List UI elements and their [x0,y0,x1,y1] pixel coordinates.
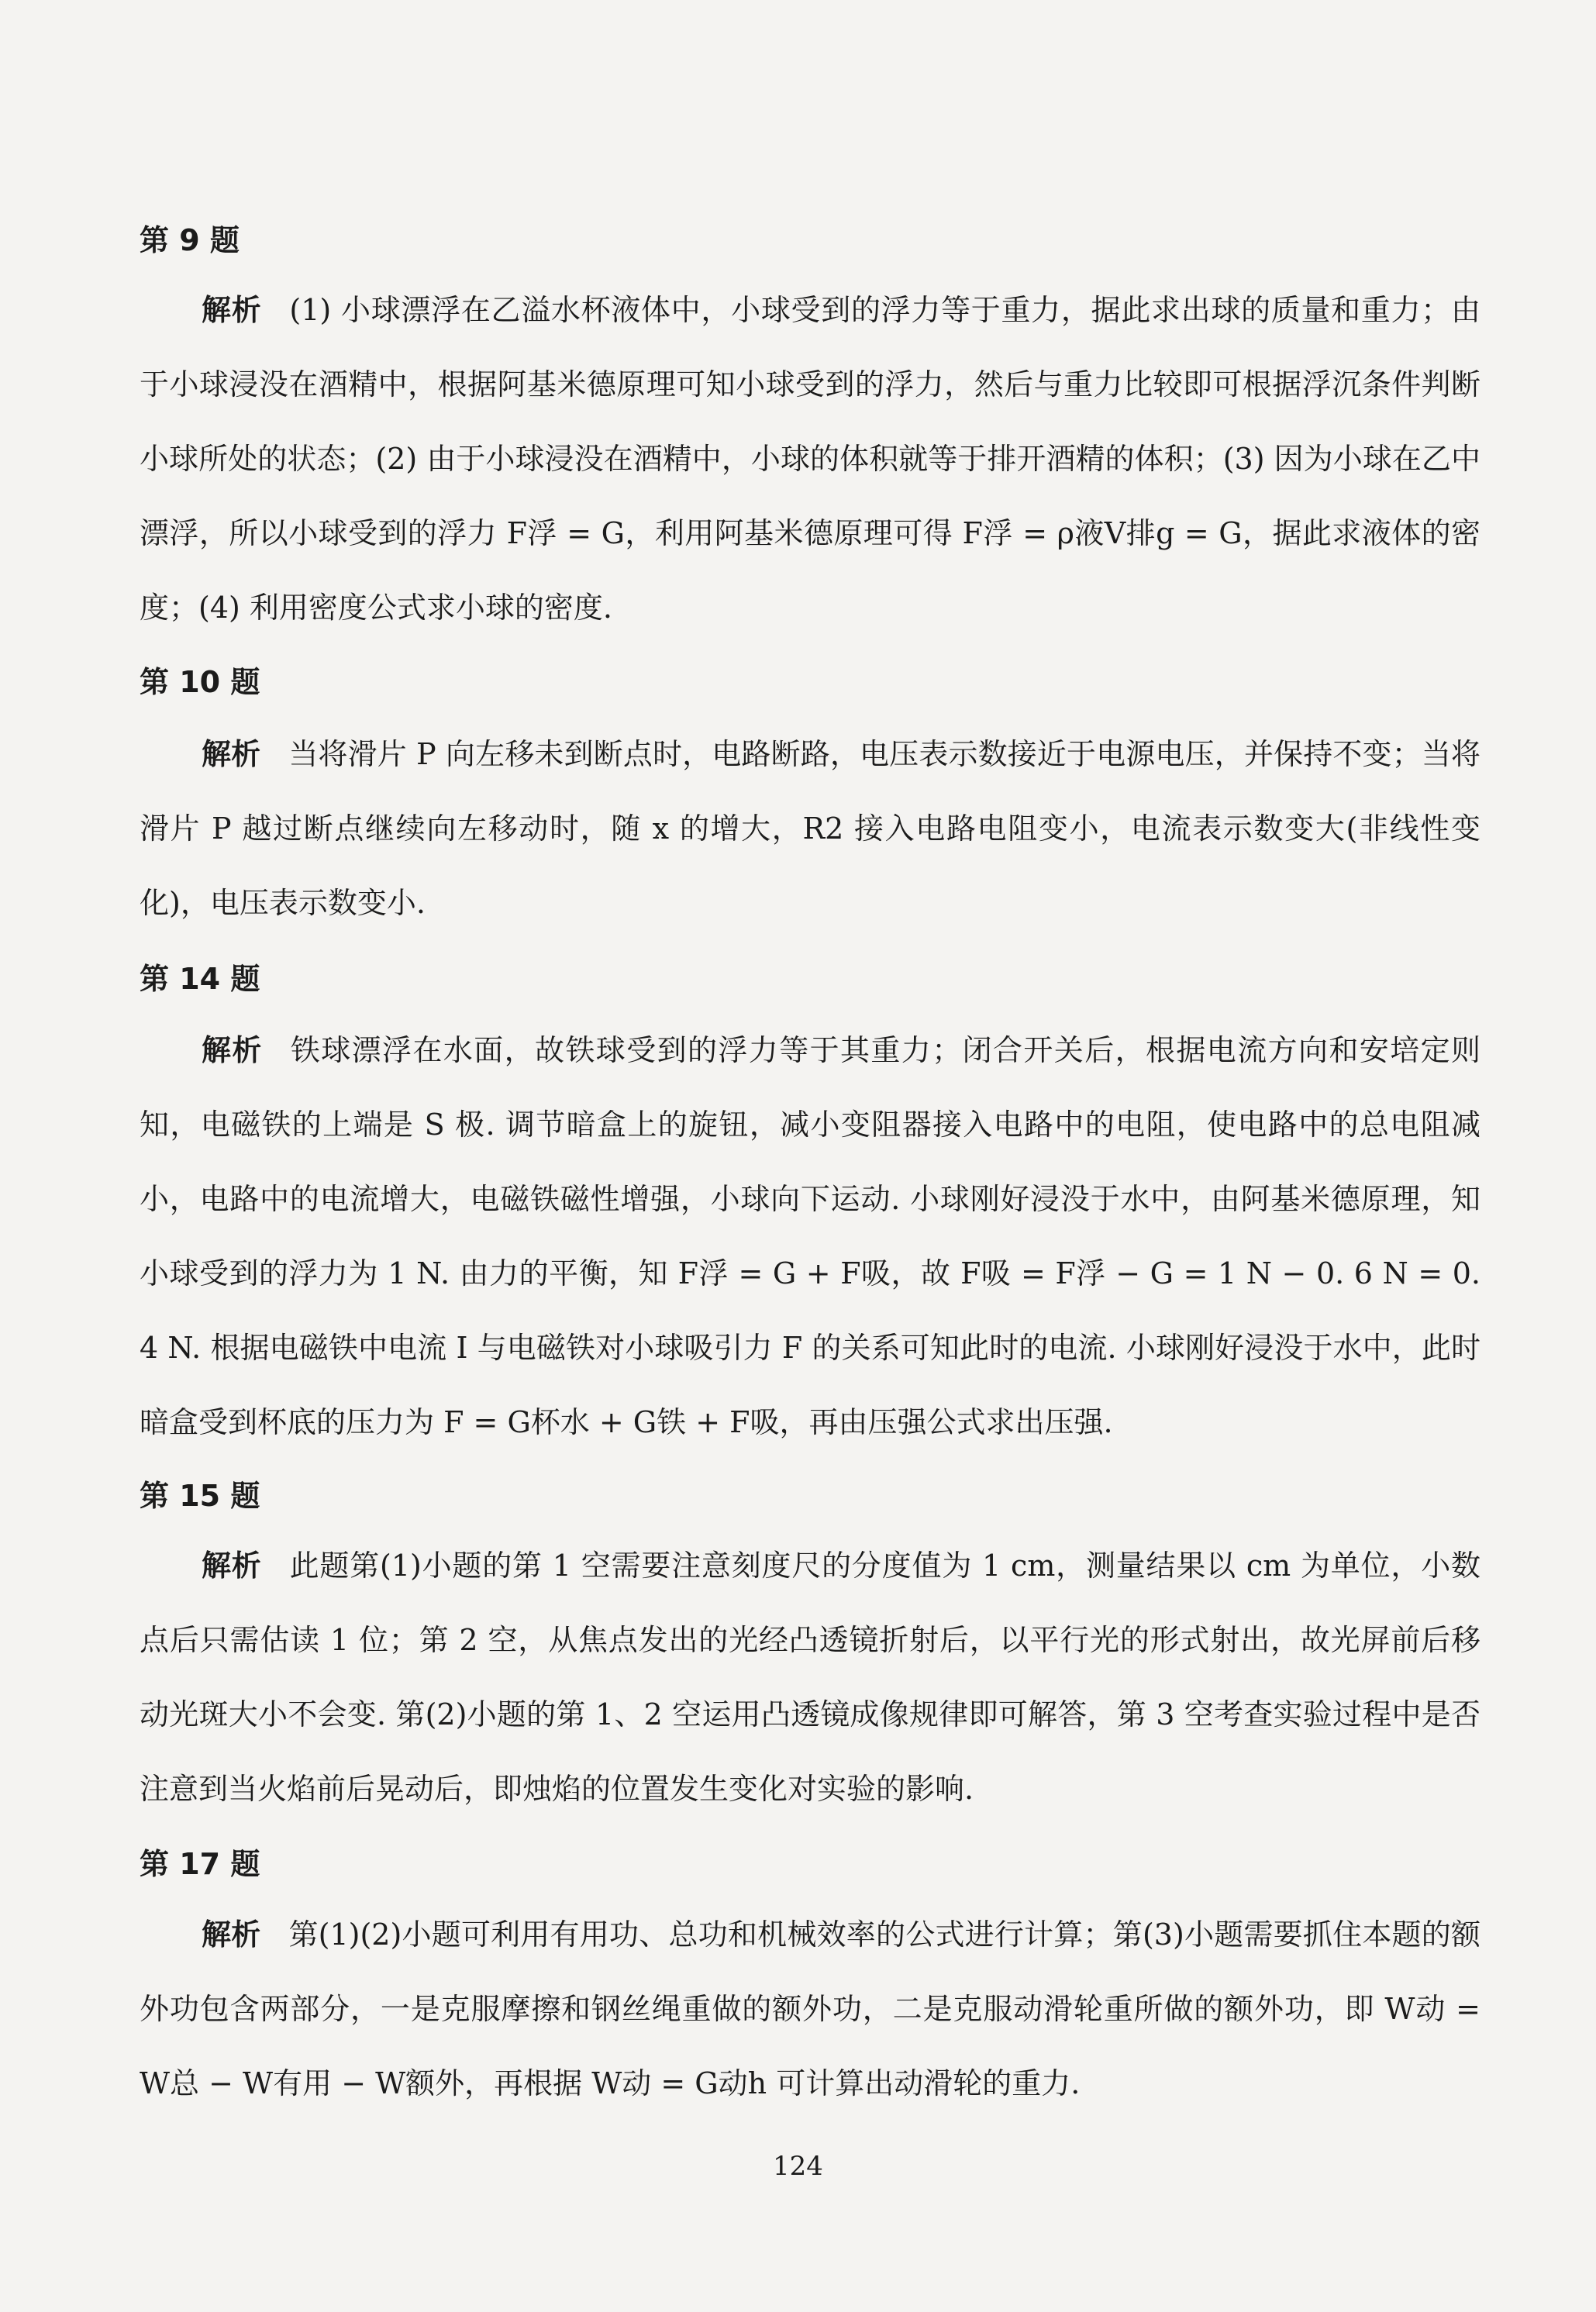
analysis-text-q10: 当将滑片 P 向左移未到断点时，电路断路，电压表示数接近于电源电压，并保持不变；当将滑片 P 越过断点继续向左移动时，随 x 的增大，R2 接入电路电阻变小，电流表示数变大(非线性变化)，电压表示数变小. [140,737,1481,920]
analysis-label: 解析 [202,1917,261,1952]
analysis-paragraph-q17 [140,1897,1481,2121]
analysis-text-q14: 铁球漂浮在水面，故铁球受到的浮力等于其重力；闭合开关后，根据电流方向和安培定则知，电磁铁的上端是 S 极. 调节暗盒上的旋钮，减小变阻器接入电路中的电阻，使电路中的总电阻减小，电路中的电流增大，电磁铁磁性增强，小球向下运动. 小球刚好浸没于水中，由阿基米德原理，知小球受到的浮力为 1 N. 由力的平衡，知 F浮 = G + F吸，故 F吸 = F浮 − G = 1 N − 0. 6 N = 0. 4 N. 根据电磁铁中电流 I 与电磁铁对小球吸引力 F 的关系可知此时的电流. 小球刚好浸没于水中，此时暗盒受到杯底的压力为 F = G杯水 + G铁 + F吸，再由压强公式求出压强. [140,1033,1481,1439]
analysis-label: 解析 [202,293,262,327]
analysis-text-q9: (1) 小球漂浮在乙溢水杯液体中，小球受到的浮力等于重力，据此求出球的质量和重力；由于小球浸没在酒精中，根据阿基米德原理可知小球受到的浮力，然后与重力比较即可根据浮沉条件判断小球所处的状态；(2) 由于小球浸没在酒精中，小球的体积就等于排开酒精的体积；(3) 因为小球在乙中漂浮，所以小球受到的浮力 F浮 = G，利用阿基米德原理可得 F浮 = ρ液V排g = G，据此求液体的密度；(4) 利用密度公式求小球的密度. [140,293,1481,625]
analysis-paragraph-q10 [140,717,1481,940]
page-number: 124 [773,2151,823,2182]
analysis-text-q17: 第(1)(2)小题可利用有用功、总功和机械效率的公式进行计算；第(3)小题需要抓住本题的额外功包含两部分，一是克服摩擦和钢丝绳重做的额外功，二是克服动滑轮重所做的额外功，即 W动 = W总 − W有用 − W额外，再根据 W动 = G动h 可计算出动滑轮的重力. [140,1917,1481,2100]
section-title-q10: 第 10 题 [140,665,260,699]
section-title-q14: 第 14 题 [140,962,260,996]
section-title-q15: 第 15 题 [140,1479,260,1513]
analysis-text-q15: 此题第(1)小题的第 1 空需要注意刻度尺的分度值为 1 cm，测量结果以 cm 为单位，小数点后只需估读 1 位；第 2 空，从焦点发出的光经凸透镜折射后，以平行光的形式射出，故光屏前后移动光斑大小不会变. 第(2)小题的第 1、2 空运用凸透镜成像规律即可解答，第 3 空考查实验过程中是否注意到当火焰前后晃动后，即烛焰的位置发生变化对实验的影响. [140,1549,1481,1806]
section-title-q17: 第 17 题 [140,1847,260,1881]
analysis-paragraph-q9 [140,273,1481,645]
analysis-label: 解析 [202,1549,262,1583]
analysis-paragraph-q15 [140,1528,1481,1826]
analysis-label: 解析 [202,1033,263,1067]
analysis-label: 解析 [202,737,261,771]
analysis-paragraph-q14 [140,1013,1481,1459]
section-title-q9: 第 9 题 [140,223,240,257]
